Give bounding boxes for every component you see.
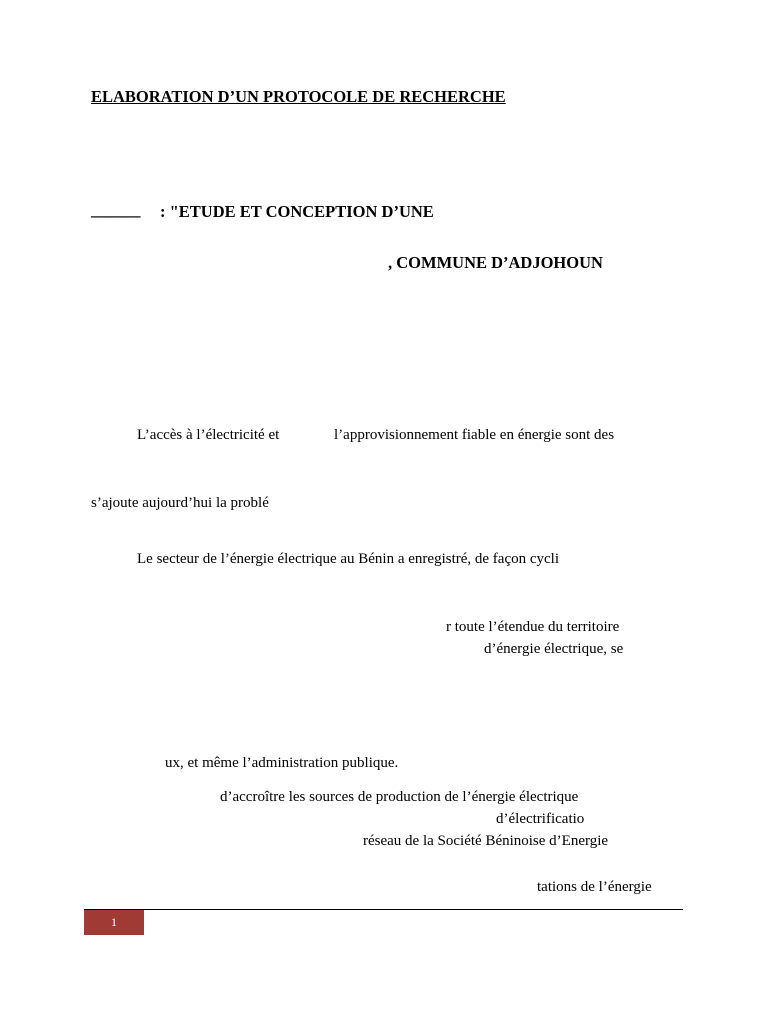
subject-line-1: : "ETUDE ET CONCEPTION D’UNE bbox=[160, 202, 434, 221]
body-text: réseau de la Société Béninoise d’Energie bbox=[363, 833, 609, 849]
body-text: Le secteur de l’énergie électrique au Bénin a enregistré, de façon cycli bbox=[137, 551, 560, 567]
body-text: ux, et même l’administration publique. bbox=[165, 755, 399, 771]
document-title: ELABORATION D’UN PROTOCOLE DE RECHERCHE bbox=[91, 87, 506, 106]
body-text: d’électrificatio bbox=[496, 811, 585, 827]
footer-rule bbox=[84, 909, 683, 910]
body-text: d’énergie électrique, se bbox=[484, 641, 624, 657]
body-text: d’accroître les sources de production de l’énergie électrique bbox=[220, 789, 579, 805]
body-text: tations de l’énergie bbox=[537, 879, 652, 895]
page-number-badge: 1 bbox=[84, 910, 144, 935]
body-text: l’approvisionnement fiable en énergie sont des bbox=[334, 427, 615, 443]
body-text: L’accès à l’électricité et bbox=[137, 427, 280, 443]
subject-line-2: , COMMUNE D’ADJOHOUN bbox=[388, 253, 603, 272]
body-text: s’ajoute aujourd’hui la problé bbox=[91, 495, 269, 511]
subject-blank: ______ bbox=[91, 200, 141, 219]
body-text: r toute l’étendue du territoire bbox=[446, 619, 620, 635]
